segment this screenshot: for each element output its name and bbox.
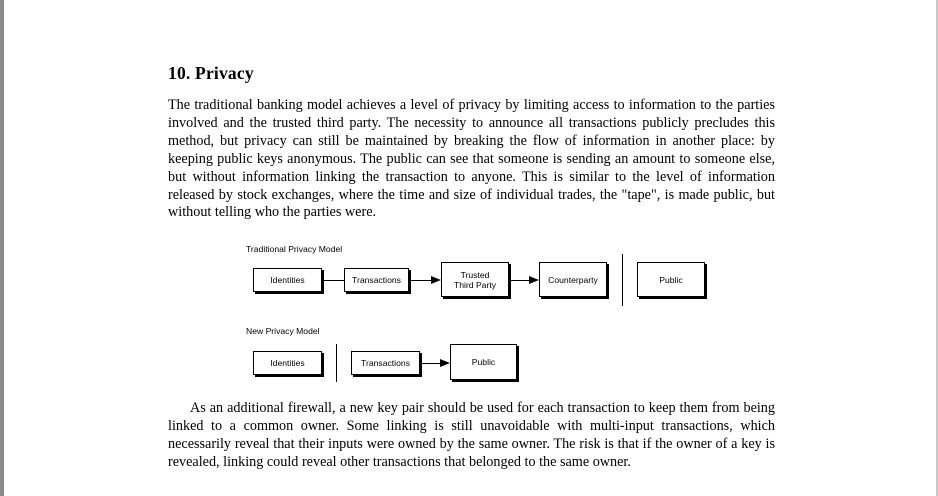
arrowhead-icon bbox=[431, 276, 441, 284]
arrow-line bbox=[420, 363, 440, 364]
traditional-public-box bbox=[637, 262, 705, 297]
traditional-public-label: Public bbox=[659, 274, 683, 285]
new-transactions-box bbox=[351, 351, 420, 375]
trusted-third-party-box bbox=[441, 262, 509, 297]
new-identities-box bbox=[253, 351, 322, 375]
new-public-box bbox=[450, 344, 517, 380]
traditional-transactions-label: Transactions bbox=[352, 275, 401, 285]
section-heading: 10. Privacy bbox=[168, 63, 254, 83]
paragraph-key-pair-firewall: As an additional firewall, a new key pair should be used for each transaction to keep them from being linked to a common owner. Some linking is still unavoidable with multi-input transactions, which necessarily reveal that their inputs were owned by the same owner. The risk is that if the owner of a key is revealed, linking could reveal other transactions that belonged to the same owner. bbox=[168, 400, 775, 470]
new-identities-label: Identities bbox=[270, 358, 305, 368]
connector-line bbox=[322, 280, 344, 281]
counterparty-label: Counterparty bbox=[548, 274, 598, 285]
privacy-divider-line bbox=[622, 254, 623, 306]
new-public-label: Public bbox=[471, 357, 496, 367]
new-transactions-label: Transactions bbox=[361, 358, 410, 368]
arrow-line bbox=[409, 280, 431, 281]
trusted-third-party-label-line1: Trusted bbox=[460, 269, 490, 280]
privacy-divider-line bbox=[336, 344, 337, 382]
new-diagram-title: New Privacy Model bbox=[246, 326, 320, 336]
arrowhead-icon bbox=[529, 276, 539, 284]
paragraph-traditional-privacy: The traditional banking model achieves a level of privacy by limiting access to information to the parties involved and the trusted third party. The necessity to announce all transactions publicly precludes this method, but privacy can still be maintained by breaking the flow of information in another place: by keeping public keys anonymous. The public can see that someone is sending an amount to someone else, but without information linking the transaction to anyone. This is similar to the level of information released by stock exchanges, where the time and size of individual trades, the "tape", is made public, but without telling who the parties were. bbox=[168, 97, 775, 221]
traditional-identities-box bbox=[253, 268, 322, 292]
traditional-identities-label: Identities bbox=[270, 275, 305, 285]
trusted-third-party-label-line2: Third Party bbox=[453, 279, 497, 290]
counterparty-box bbox=[539, 262, 607, 297]
arrowhead-icon bbox=[440, 359, 450, 367]
traditional-diagram-title: Traditional Privacy Model bbox=[246, 244, 343, 254]
traditional-transactions-box bbox=[344, 268, 409, 292]
viewer-left-border bbox=[0, 0, 4, 496]
arrow-line bbox=[509, 280, 529, 281]
